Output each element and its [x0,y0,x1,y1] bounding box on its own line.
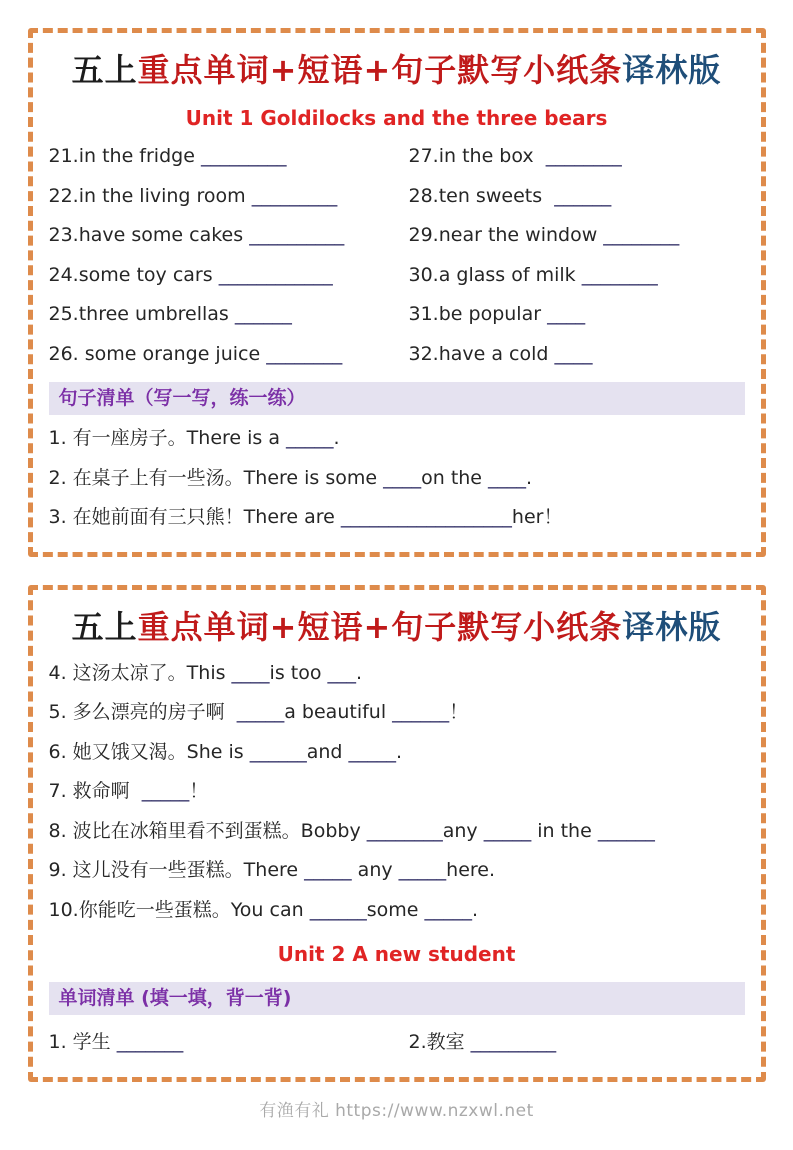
word-list-left [49,1023,409,1063]
phrase-item: 31.be popular ____ [408,303,586,325]
phrase-item: 32.have a cold ____ [408,342,593,365]
fill-in-blank: ____ [488,466,527,489]
page-title-edition: 译林版 [622,51,722,89]
worksheet-card-1 [28,28,766,557]
page-title-grade: 五上 [71,607,138,646]
sentence-item: 2. 在桌子上有一些汤。There is some ____on the ____. [48,466,533,489]
fill-in-blank: _______ [116,1031,184,1053]
fill-in-blank: ________ [266,342,343,365]
phrase-columns [49,137,745,374]
sentence-list-banner: 句子清单（写一写，练一练） [49,382,745,415]
page-title-grade: 五上 [71,51,138,89]
phrase-list-right [409,137,745,374]
page-title-2 [49,598,745,650]
phrase-item: 21.in the fridge _________ [48,145,287,167]
fill-in-blank: ______ [597,819,655,842]
fill-in-blank: _________ [200,145,287,167]
sentence-item: 7. 救命啊 _____！ [48,780,209,802]
page-title-main: 重点单词+短语+句子默写小纸条 [137,51,623,89]
sentence-item: 4. 这汤太凉了。This ____is too ___. [48,661,363,684]
fill-in-blank: ____________ [218,263,333,286]
sentence-item: 10.你能吃一些蛋糕。You can ______some _____. [48,898,478,921]
fill-in-blank: ______ [249,740,307,763]
fill-in-blank: ________ [366,819,443,842]
phrase-item: 26. some orange juice ________ [48,342,343,365]
phrase-item: 24.some toy cars ____________ [48,263,333,286]
unit-2-heading: Unit 2 A new student [277,942,516,966]
page-title-edition: 译林版 [622,607,722,646]
sentence-item: 6. 她又饿又渴。She is ______and _____. [48,740,403,763]
phrase-item: 28.ten sweets ______ [408,184,612,207]
fill-in-blank: __________ [249,224,345,246]
phrase-item: 29.near the window ________ [408,224,680,246]
sentence-item: 1. 有一座房子。There is a _____. [48,427,340,449]
fill-in-blank: _____ [483,819,532,842]
unit-1-heading: Unit 1 Goldilocks and the three bears [185,106,608,130]
worksheet-card-2 [28,585,766,1082]
phrase-item: 22.in the living room _________ [48,184,338,207]
fill-in-blank: _________ [470,1031,557,1053]
phrase-item: 23.have some cakes __________ [48,224,345,246]
fill-in-blank: _____ [304,859,352,881]
fill-in-blank: _____ [236,701,285,723]
fill-in-blank: ____ [231,661,270,684]
fill-in-blank: ____ [554,342,593,365]
fill-in-blank: _____ [398,859,447,881]
word-list-banner: 单词清单 (填一填，背一背) [49,982,745,1015]
fill-in-blank: ____ [383,466,422,489]
page-title-main: 重点单词+短语+句子默写小纸条 [137,607,623,646]
fill-in-blank: ______ [392,701,450,723]
sentence-item: 5. 多么漂亮的房子啊 _____a beautiful ______！ [48,701,469,723]
fill-in-blank: _________ [251,184,338,207]
sentence-list [49,419,745,538]
page-title [49,41,745,93]
fill-in-blank: ____ [547,303,586,325]
fill-in-blank: ________ [581,263,658,286]
fill-in-blank: _____ [348,740,397,763]
fill-in-blank: _____ [286,427,334,449]
fill-in-blank: _____ [424,898,472,921]
fill-in-blank: ________ [545,145,622,167]
sentence-item: 8. 波比在冰箱里看不到蛋糕。Bobby ________any _____ in the ______ [48,819,655,842]
word-columns [49,1023,745,1063]
word-item: 2.教室 _________ [408,1031,557,1053]
phrase-item: 30.a glass of milk ________ [408,263,658,286]
phrase-list-left [49,137,409,374]
fill-in-blank: ______ [309,898,367,921]
fill-in-blank: ______ [554,184,612,207]
phrase-item: 25.three umbrellas ______ [48,303,292,325]
sentence-item: 3. 在她前面有三只熊！There are __________________her！ [48,506,563,528]
fill-in-blank: ________ [603,224,680,246]
fill-in-blank: ___ [327,661,357,684]
fill-in-blank: ______ [234,303,292,325]
sentence-item: 9. 这儿没有一些蛋糕。There _____ any _____here. [48,859,496,881]
word-item: 1. 学生 _______ [48,1031,184,1053]
sentence-list-2 [49,654,745,931]
fill-in-blank: _____ [141,780,190,802]
fill-in-blank: __________________ [340,506,512,528]
footer-watermark: 有渔有礼 https://www.nzxwl.net [259,1100,534,1121]
word-list-right [409,1023,745,1063]
phrase-item: 27.in the box ________ [408,145,622,167]
